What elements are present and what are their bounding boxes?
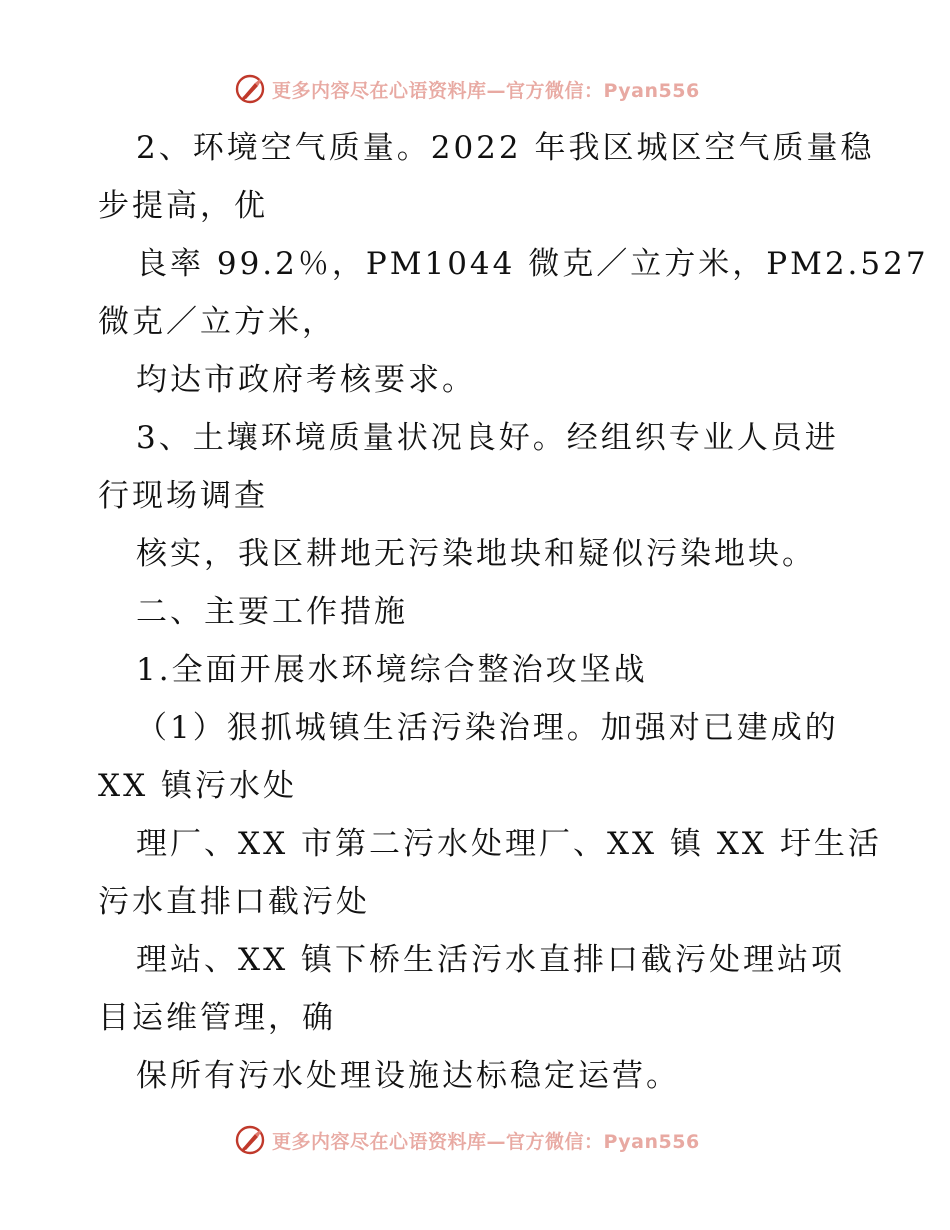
quill-pen-logo-icon <box>234 1124 266 1156</box>
paragraph-line: 微克／立方米， <box>98 304 336 340</box>
paragraph-line: 均达市政府考核要求。 <box>136 362 476 398</box>
paragraph-line: 污水直排口截污处 <box>98 884 370 920</box>
paragraph-line: 目运维管理，确 <box>98 1000 336 1036</box>
paragraph-line: 行现场调查 <box>98 478 268 514</box>
paragraph-line: 步提高，优 <box>98 188 268 224</box>
paragraph-line: 保所有污水处理设施达标稳定运营。 <box>136 1058 680 1094</box>
watermark-text: 更多内容尽在心语资料库—官方微信：Pyan556 <box>272 79 700 102</box>
paragraph-line: 2、环境空气质量。2022 年我区城区空气质量稳 <box>136 130 875 166</box>
quill-pen-logo-icon <box>234 73 266 105</box>
paragraph-line: 核实，我区耕地无污染地块和疑似污染地块。 <box>136 536 816 572</box>
paragraph-line: 理站、XX 镇下桥生活污水直排口截污处理站项 <box>136 942 845 978</box>
paragraph-line: （1）狠抓城镇生活污染治理。加强对已建成的 <box>136 710 839 746</box>
paragraph-line: 良率 99.2％，PM1044 微克／立方米，PM2.527 <box>136 246 929 282</box>
paragraph-line: 3、土壤环境质量状况良好。经组织专业人员进 <box>136 420 839 456</box>
section-heading: 二、主要工作措施 <box>136 594 408 630</box>
paragraph-line: XX 镇污水处 <box>98 768 297 804</box>
header-watermark <box>234 72 700 106</box>
paragraph-line: 理厂、XX 市第二污水处理厂、XX 镇 XX 圩生活 <box>136 826 882 862</box>
subsection-heading: 1.全面开展水环境综合整治攻坚战 <box>136 652 648 688</box>
footer-watermark <box>234 1123 700 1157</box>
watermark-text: 更多内容尽在心语资料库—官方微信：Pyan556 <box>272 1130 700 1153</box>
